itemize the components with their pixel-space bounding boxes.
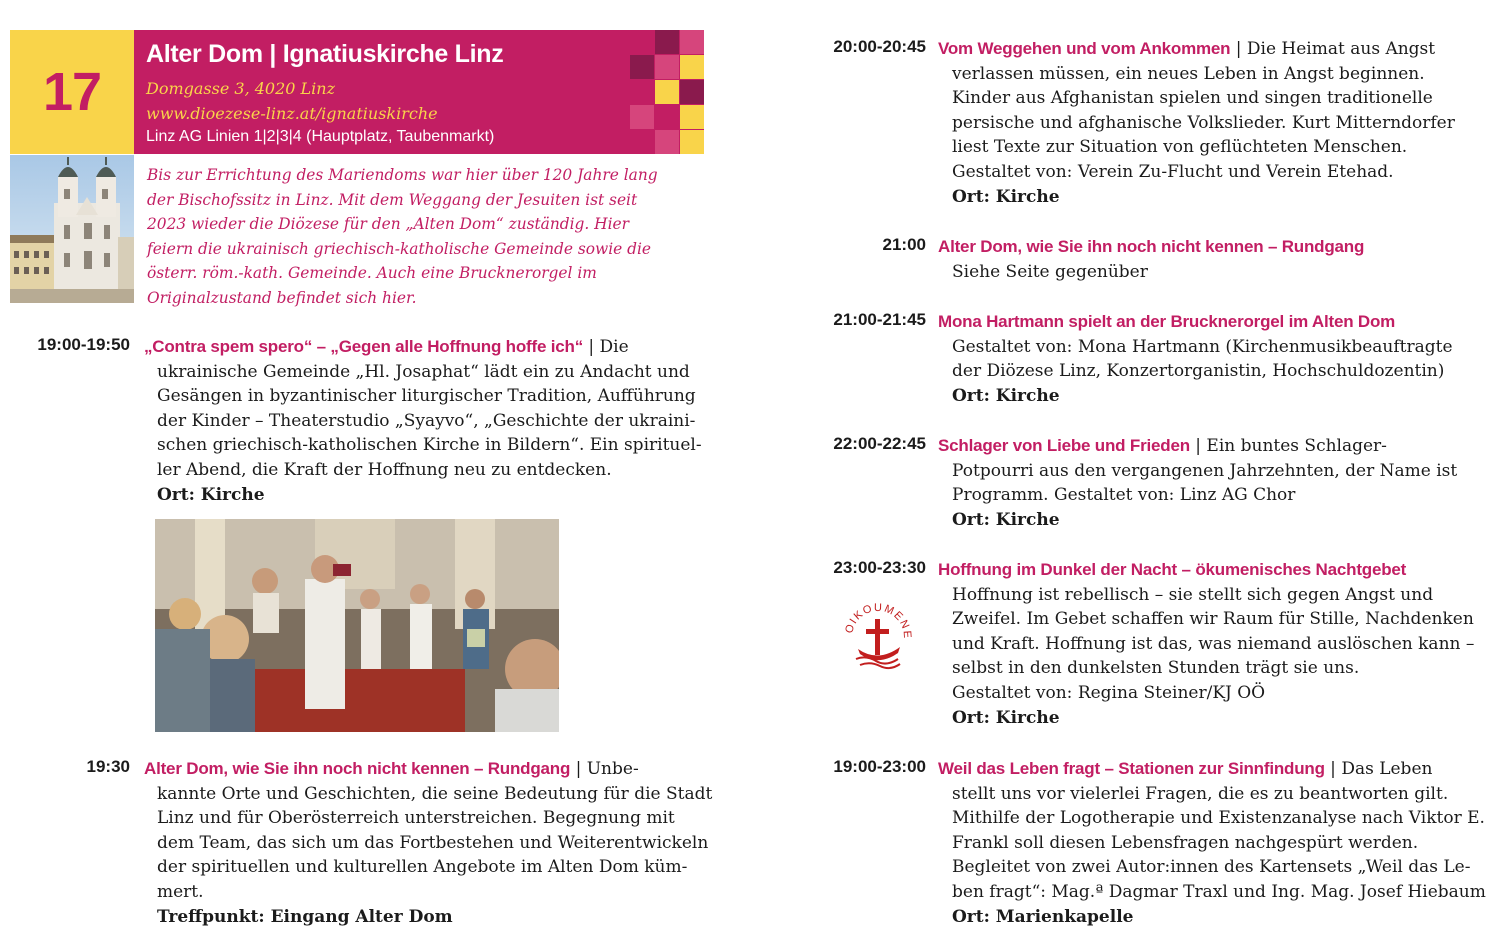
venue-number: 17 [42, 62, 102, 122]
event-time: 23:00-23:30 [833, 558, 926, 577]
event-line: dem Team, das sich um das Fortbestehen und Weiterentwickeln [157, 832, 709, 853]
event-time: 21:00 [882, 235, 926, 254]
event-line: verlassen müssen, ein neues Leben in Angst beginnen. [952, 63, 1425, 84]
event-place: Treffpunkt: Eingang Alter Dom [157, 906, 453, 927]
decorative-mosaic [630, 30, 704, 154]
intro-line: der Bischofssitz in Linz. Mit dem Weggang der Jesuiten ist seit [147, 190, 638, 209]
event-item [938, 434, 1498, 532]
event-line: Begleitet von zwei Autor:innen des Kartensets „Weil das Le- [952, 857, 1471, 878]
venue-info-panel [134, 30, 704, 154]
event-line: ukrainische Gemeinde „Hl. Josaphat“ lädt ein zu Andacht und [157, 361, 690, 382]
event-first-line [938, 434, 1498, 459]
event-first-text: | Die [583, 337, 629, 357]
event-place: Ort: Kirche [157, 484, 265, 505]
event-line: Potpourri aus den vergangenen Jahrzehnten, der Name ist [952, 460, 1458, 481]
event-line: Frankl soll diesen Lebensfragen nachgespürt werden. [952, 832, 1419, 853]
event-item [938, 37, 1498, 209]
event-title: Alter Dom, wie Sie ihn noch nicht kennen – Rundgang [144, 759, 571, 778]
event-place: Ort: Kirche [952, 186, 1060, 207]
intro-line: Originalzustand befindet sich hier. [147, 288, 417, 307]
event-line: Hoffnung ist rebellisch – sie stellt sich gegen Angst und [952, 584, 1434, 605]
event-line: liest Texte zur Situation von geflüchteten Menschen. [952, 137, 1408, 158]
event-body [938, 459, 1498, 533]
intro-line: Bis zur Errichtung des Mariendoms war hier über 120 Jahre lang [147, 166, 658, 184]
event-first-line [938, 757, 1498, 782]
event-line: Gesängen in byzantinischer liturgischer Tradition, Aufführung [157, 386, 696, 407]
event-line: kannte Orte und Geschichten, die seine Bedeutung für die Stadt [157, 783, 713, 804]
event-line: Mithilfe der Logotherapie und Existenzanalyse nach Viktor E. [952, 808, 1485, 829]
event-place: Ort: Kirche [952, 385, 1060, 406]
event-line: ler Abend, die Kraft der Hoffnung neu zu entdecken. [157, 459, 612, 480]
event-line: Kinder aus Afghanistan spielen und singen traditionelle [952, 88, 1433, 109]
event-time: 20:00-20:45 [833, 37, 926, 56]
event-body [938, 782, 1498, 930]
event-body [938, 335, 1498, 409]
intro-line: feiern die ukrainisch griechisch-katholische Gemeinde sowie die [147, 239, 652, 258]
event-item [938, 757, 1498, 929]
venue-transit: Linz AG Linien 1|2|3|4 (Hauptplatz, Taubenmarkt) [146, 128, 495, 145]
oikoumene-icon [842, 597, 914, 673]
event-body [144, 360, 714, 508]
event-time: 19:30 [86, 757, 130, 776]
venue-url[interactable]: www.dioezese-linz.at/ignatiuskirche [146, 104, 438, 123]
event-title: Alter Dom, wie Sie ihn noch nicht kennen – Rundgang [938, 237, 1365, 256]
event-line: der spirituellen und kulturellen Angebote im Alten Dom küm- [157, 857, 688, 878]
event-line: Siehe Seite gegenüber [952, 261, 1148, 282]
event-title: Vom Weggehen und vom Ankommen [938, 39, 1231, 58]
event-line: schen griechisch-katholischen Kirche in Bildern“. Ein spirituel- [157, 435, 702, 456]
event-line: Programm. Gestaltet von: Linz AG Chor [952, 485, 1296, 506]
event-item [938, 310, 1498, 408]
intro-line: 2023 wieder die Diözese für den „Alten Dom“ zuständig. Hier [147, 215, 629, 233]
event-first-line [938, 37, 1498, 62]
event-item [144, 757, 714, 929]
venue-header [10, 30, 704, 154]
event-line: ben fragt“: Mag.ª Dagmar Traxl und Ing. Mag. Josef Hiebaum [952, 881, 1486, 902]
event-time: 19:00-19:50 [37, 335, 130, 354]
event-place: Ort: Kirche [952, 509, 1060, 530]
event-first-text: | Die Heimat aus Angst [1230, 39, 1436, 59]
event-title: Weil das Leben fragt – Stationen zur Sinnfindung [938, 759, 1325, 778]
venue-address: Domgasse 3, 4020 Linz [146, 79, 336, 98]
event-first-text: | Das Leben [1324, 759, 1433, 779]
oikoumene-text: OIKOUMENE [843, 601, 914, 640]
event-first-line [144, 335, 714, 360]
event-body [144, 782, 714, 930]
event-place: Ort: Marienkapelle [952, 906, 1134, 927]
event-title: Mona Hartmann spielt an der Brucknerorgel im Alten Dom [938, 312, 1396, 331]
event-line: Zweifel. Im Gebet schaffen wir Raum für Stille, Nachdenken [952, 609, 1474, 630]
event-item [938, 235, 1498, 284]
event-line: der Kinder – Theaterstudio „Syayvo“, „Geschichte der ukraini- [157, 410, 696, 431]
event-body [938, 583, 1498, 731]
event-line: Gestaltet von: Regina Steiner/KJ OÖ [952, 682, 1266, 703]
venue-title: Alter Dom | Ignatiuskirche Linz [146, 40, 504, 68]
event-time: 22:00-22:45 [833, 434, 926, 453]
event-body [938, 260, 1498, 285]
event-line: der Diözese Linz, Konzertorganistin, Hochschuldozentin) [952, 361, 1445, 382]
event-first-line [938, 310, 1498, 335]
event-title: Schlager von Liebe und Frieden [938, 436, 1190, 455]
event-line: selbst in den dunkelsten Stunden trägt sie uns. [952, 658, 1360, 679]
event-title: „Contra spem spero“ – „Gegen alle Hoffnung hoffe ich“ [144, 337, 584, 356]
event-line: mert. [157, 881, 204, 902]
intro-line: österr. röm.-kath. Gemeinde. Auch eine Brucknerorgel im [147, 264, 597, 282]
event-first-line [938, 235, 1498, 260]
event-item [938, 558, 1498, 730]
venue-description [147, 163, 667, 310]
event-place: Ort: Kirche [952, 707, 1060, 728]
event-time: 19:00-23:00 [833, 757, 926, 776]
venue-number-box [10, 30, 134, 154]
event-first-line [938, 558, 1498, 583]
event-line: persische und afghanische Volkslieder. Kurt Mitterndorfer [952, 112, 1455, 133]
ceremony-photo [155, 519, 559, 732]
event-line: Gestaltet von: Verein Zu-Flucht und Verein Etehad. [952, 161, 1394, 182]
event-time: 21:00-21:45 [833, 310, 926, 329]
event-body [938, 62, 1498, 210]
event-first-text: | Ein buntes Schlager- [1189, 436, 1387, 456]
church-photo [10, 155, 134, 303]
event-line: Gestaltet von: Mona Hartmann (Kirchenmusikbeauftragte [952, 336, 1453, 357]
event-item [144, 335, 714, 507]
event-first-line [144, 757, 714, 782]
event-line: stellt uns vor vielerlei Fragen, die es zu beantworten gilt. [952, 783, 1449, 804]
event-line: und Kraft. Hoffnung ist das, was niemand auslöschen kann – [952, 633, 1475, 654]
event-line: Linz und für Oberösterreich unterstreichen. Begegnung mit [157, 808, 675, 829]
event-title: Hoffnung im Dunkel der Nacht – ökumenisches Nachtgebet [938, 560, 1407, 579]
event-first-text: | Unbe- [570, 759, 639, 779]
